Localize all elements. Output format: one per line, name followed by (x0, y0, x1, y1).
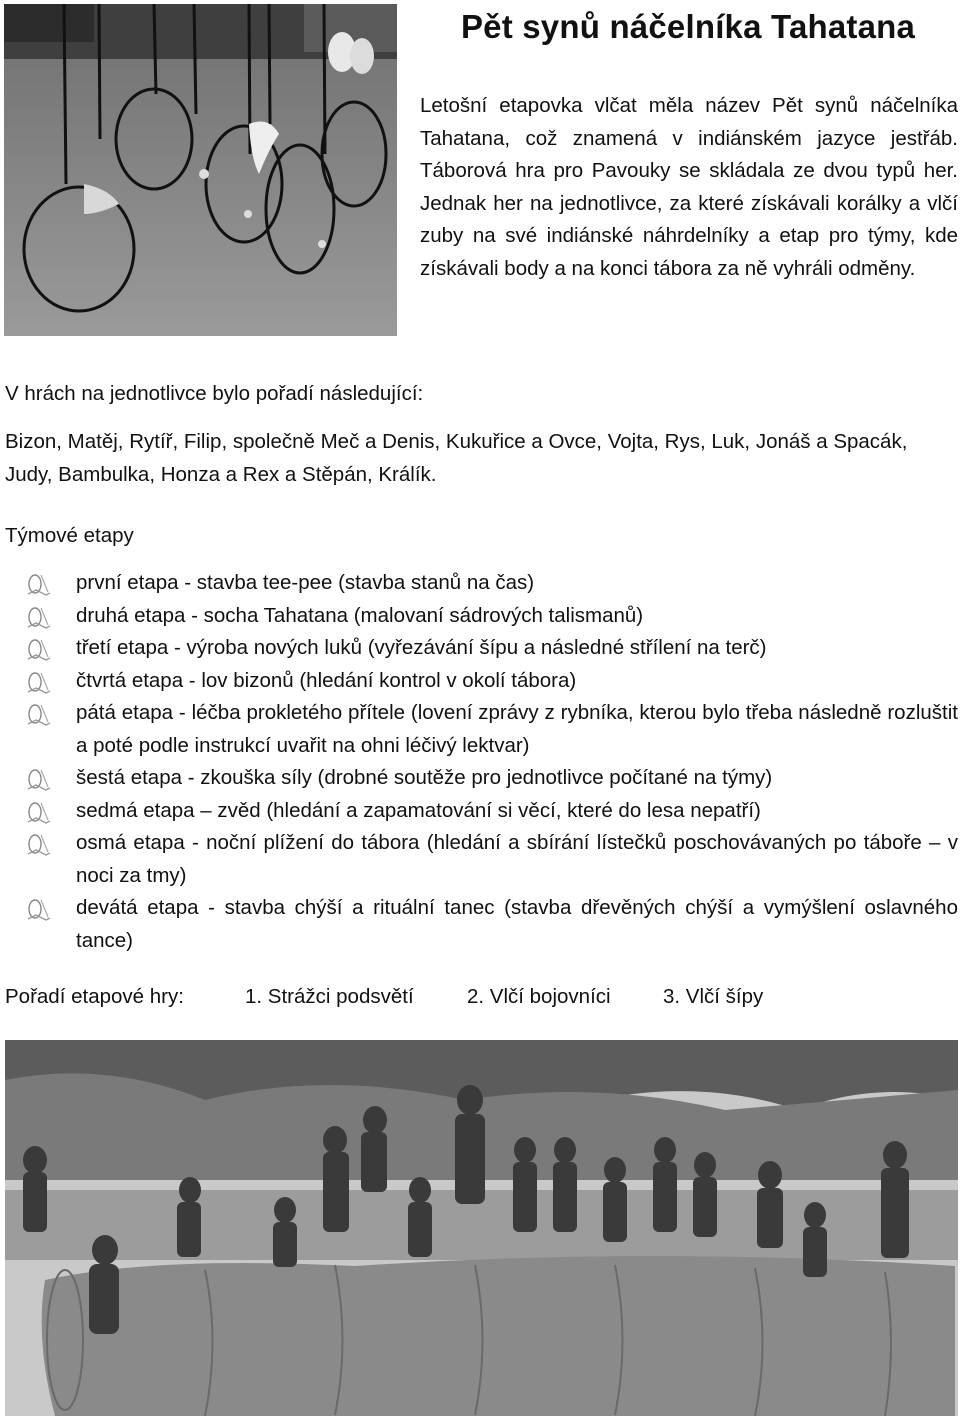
dreamcatcher-bullet-icon (24, 800, 52, 824)
stage-text: třetí etapa - výroba nových luků (vyřezávání šípu a následné střílení na terč) (76, 636, 767, 659)
list-item (24, 795, 958, 828)
dreamcatcher-bullet-icon (24, 897, 52, 921)
dreamcatcher-bullet-icon (24, 637, 52, 661)
team-stages-heading: Týmové etapy (5, 524, 134, 547)
stage-text: sedmá etapa – zvěd (hledání a zapamatování si věcí, které do lesa nepatří) (76, 798, 761, 822)
list-item (24, 762, 958, 795)
list-item (24, 665, 958, 698)
children-on-haybale-photo (5, 1040, 958, 1416)
dreamcatchers-illustration (4, 4, 397, 336)
stage-text: první etapa - stavba tee-pee (stavba stanů na čas) (76, 571, 535, 594)
dreamcatchers-photo (4, 4, 397, 336)
team-stages-list (24, 567, 958, 957)
final-order (5, 981, 763, 1014)
dreamcatcher-bullet-icon (24, 702, 52, 726)
list-item (24, 567, 958, 600)
stage-text: šestá etapa - zkouška síly (drobné soutěže pro jednotlivce počítané na týmy) (76, 766, 773, 789)
stage-text: čtvrtá etapa - lov bizonů (hledání kontrol v okolí tábora) (76, 668, 577, 692)
children-haybale-illustration (5, 1040, 958, 1416)
list-item (24, 697, 958, 762)
list-item (24, 892, 958, 957)
stage-text: osmá etapa - noční plížení do tábora (hledání a sbírání lístečků poschovávaných po táboře – v noci za tmy) (76, 831, 958, 887)
individual-order-names: Bizon, Matěj, Rytíř, Filip, společně Meč a Denis, Kukuřice a Ovce, Vojta, Rys, Luk, Jonáš a Spacák, Judy, Bambulka, Honza a Rex a Stěpán, Králík. (5, 430, 908, 486)
individual-order-label: V hrách na jednotlivce bylo pořadí následující: (5, 382, 424, 405)
final-order-label: Pořadí etapové hry: (5, 985, 184, 1008)
final-order-second: 2. Vlčí bojovníci (467, 985, 611, 1008)
intro-paragraph: Letošní etapovka vlčat měla název Pět synů náčelníka Tahatana, což znamená v indiánském jazyce jestřáb. Táborová hra pro Pavouky se skládala ze dvou typů her. Jednak her na jednotlivce, za které získávali korálky a vlčí zuby na své indiánské náhrdelníky a etap pro týmy, kde získávali body a na konci tábora za ně vyhráli odměny. (420, 94, 958, 280)
dreamcatcher-bullet-icon (24, 670, 52, 694)
list-item (24, 632, 958, 665)
page-title: Pět synů náčelníka Tahatana (460, 8, 916, 45)
stage-text: druhá etapa - socha Tahatana (malovaní sádrových talismanů) (76, 603, 644, 627)
stage-text: devátá etapa - stavba chýší a rituální tanec (stavba dřevěných chýší a vymýšlení oslavného tance) (76, 896, 958, 952)
dreamcatcher-bullet-icon (24, 767, 52, 791)
list-item (24, 600, 958, 633)
list-item (24, 827, 958, 892)
dreamcatcher-bullet-icon (24, 605, 52, 629)
dreamcatcher-bullet-icon (24, 832, 52, 856)
stage-text: pátá etapa - léčba prokletého přítele (lovení zprávy z rybníka, kterou bylo třeba následně rozluštit a poté podle instrukcí uvařit na ohni léčivý lektvar) (76, 701, 958, 757)
dreamcatcher-bullet-icon (24, 572, 52, 596)
final-order-first: 1. Strážci podsvětí (245, 985, 414, 1008)
final-order-third: 3. Vlčí šípy (663, 985, 764, 1008)
